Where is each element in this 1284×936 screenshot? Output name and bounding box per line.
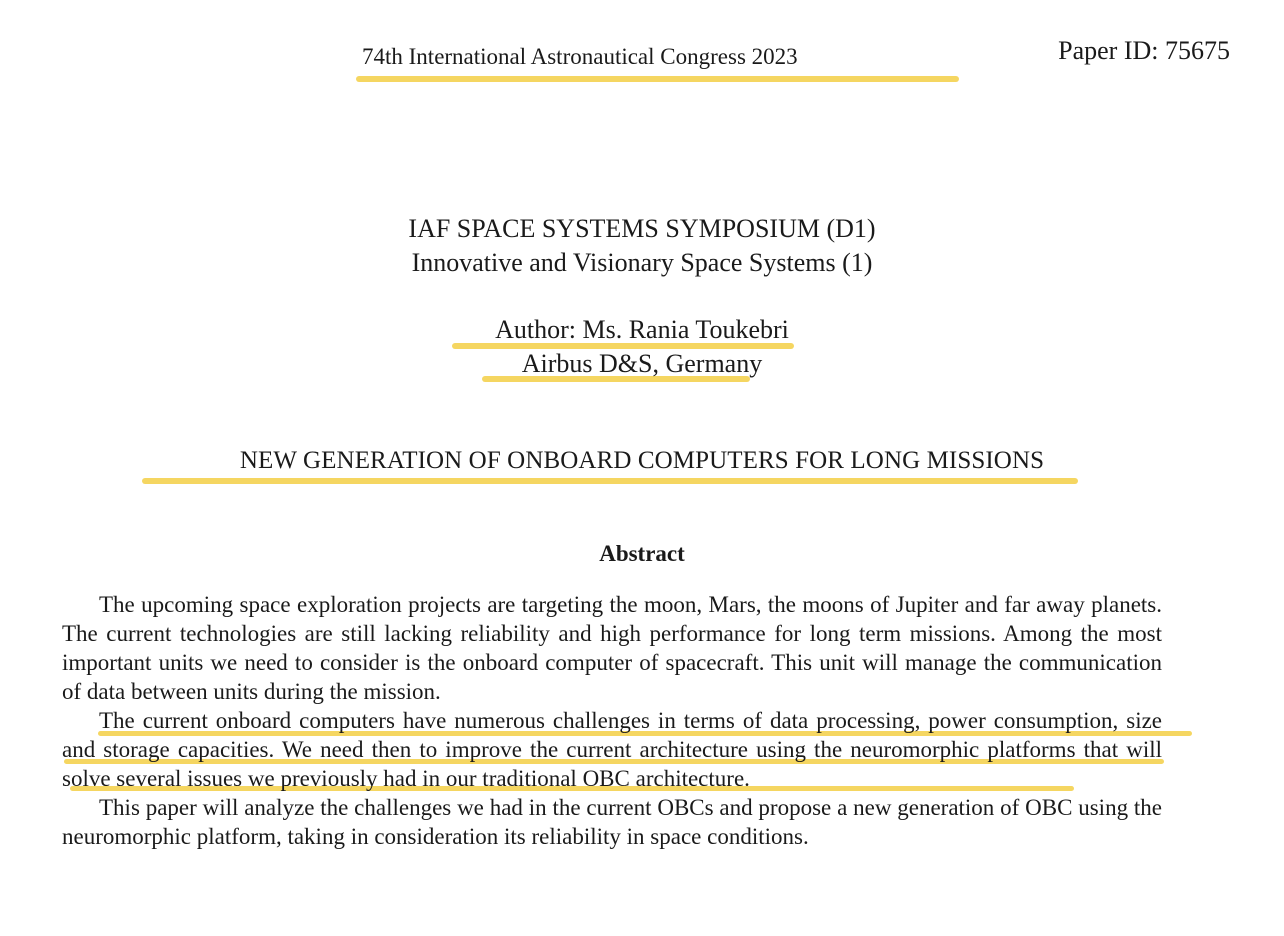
congress-name: 74th International Astronautical Congress 2023 [362, 44, 798, 69]
session-name: Innovative and Visionary Space Systems (1) [411, 248, 873, 277]
author-affiliation: Airbus D&S, Germany [521, 349, 763, 378]
highlight-congress [356, 76, 959, 82]
symposium-block [0, 212, 1284, 280]
paper-id: Paper ID: 75675 [1058, 36, 1230, 65]
abstract-heading: Abstract [599, 541, 685, 566]
author-block [0, 313, 1284, 381]
highlight-title [142, 478, 1078, 484]
author-name: Author: Ms. Rania Toukebri [495, 315, 789, 344]
abstract-paragraph: The current onboard computers have numerous challenges in terms of data processing, power consumption, size and storage capacities. We need then to improve the current architecture using the neuromorphic platforms that will solve several issues we previously had in our traditional OBC architecture. [62, 708, 1162, 791]
abstract-body [62, 590, 1162, 851]
paper-title: NEW GENERATION OF ONBOARD COMPUTERS FOR LONG MISSIONS [239, 447, 1045, 474]
symposium-name: IAF SPACE SYSTEMS SYMPOSIUM (D1) [408, 214, 876, 243]
abstract-paragraph: This paper will analyze the challenges we had in the current OBCs and propose a new generation of OBC using the neuromorphic platform, taking in consideration its reliability in space conditions. [62, 795, 1162, 849]
abstract-paragraph: The upcoming space exploration projects are targeting the moon, Mars, the moons of Jupiter and far away planets. The current technologies are still lacking reliability and high performance for long term missions. Among the most important units we need to consider is the onboard computer of spacecraft. This unit will manage the communication of data between units during the mission. [62, 592, 1162, 704]
